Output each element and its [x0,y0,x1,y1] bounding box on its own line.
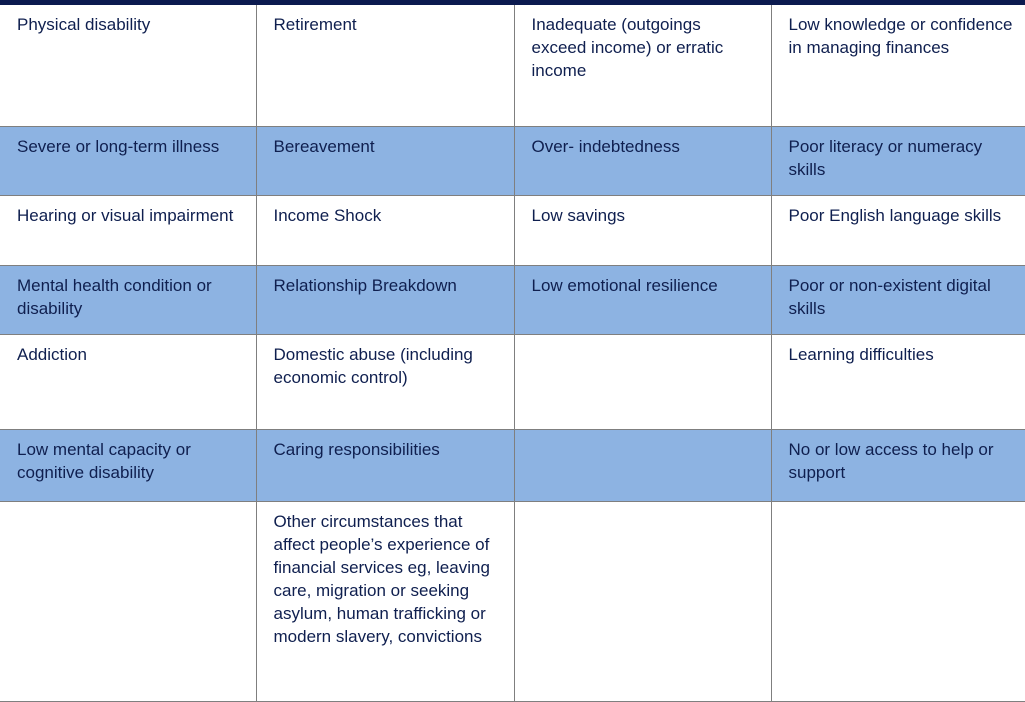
cell-health: Severe or long-term illness [0,126,256,195]
table-row [0,195,1025,265]
table-row [0,5,1025,126]
cell-life-events: Income Shock [256,195,514,265]
cell-resilience: Inadequate (outgoings exceed income) or erratic income [514,5,771,126]
table-row [0,126,1025,195]
cell-resilience [514,429,771,501]
cell-health: Addiction [0,334,256,429]
cell-health: Low mental capacity or cognitive disability [0,429,256,501]
table-row [0,429,1025,501]
table-row [0,501,1025,701]
cell-resilience [514,334,771,429]
cell-capability: Poor literacy or numeracy skills [771,126,1025,195]
cell-health: Mental health condition or disability [0,265,256,334]
cell-life-events: Retirement [256,5,514,126]
cell-resilience: Low emotional resilience [514,265,771,334]
cell-health: Hearing or visual impairment [0,195,256,265]
cell-health [0,501,256,701]
cell-capability: Poor or non-existent digital skills [771,265,1025,334]
cell-capability: Poor English language skills [771,195,1025,265]
cell-life-events: Bereavement [256,126,514,195]
cell-capability: No or low access to help or support [771,429,1025,501]
vulnerability-drivers-table [0,5,1025,702]
cell-life-events: Caring responsibilities [256,429,514,501]
cell-resilience [514,501,771,701]
cell-capability: Low knowledge or confidence in managing finances [771,5,1025,126]
cell-life-events: Relationship Breakdown [256,265,514,334]
cell-life-events: Other circumstances that affect people’s experience of financial services eg, leaving care, migration or seeking asylum, human trafficking or modern slavery, convictions [256,501,514,701]
table-row [0,265,1025,334]
cell-resilience: Low savings [514,195,771,265]
cell-life-events: Domestic abuse (including economic control) [256,334,514,429]
table-row [0,334,1025,429]
cell-resilience: Over- indebtedness [514,126,771,195]
cell-health: Physical disability [0,5,256,126]
cell-capability: Learning difficulties [771,334,1025,429]
cell-capability [771,501,1025,701]
